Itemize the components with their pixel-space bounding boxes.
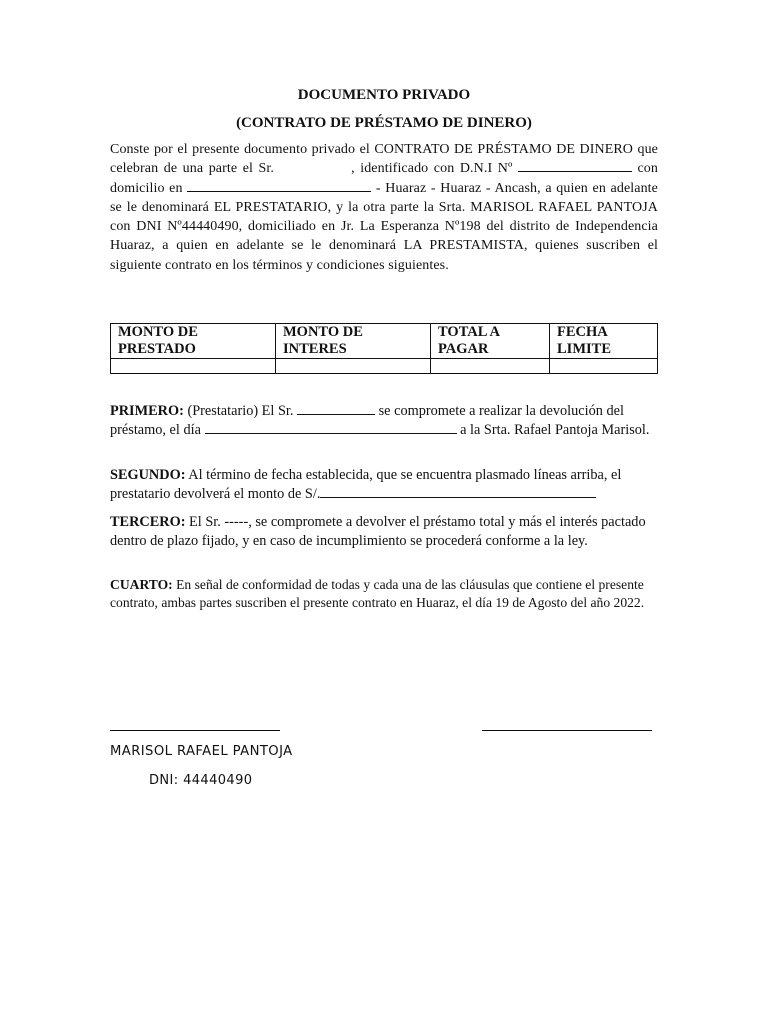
clause-tercero [110, 513, 658, 550]
table-cell [431, 359, 550, 374]
address-blank [187, 179, 371, 192]
signature-line-borrower [482, 730, 652, 731]
dni-blank [518, 159, 632, 172]
amount-blank [320, 485, 596, 498]
table-header-cell: FECHA LIMITE [550, 324, 658, 359]
clause-text: (Prestatario) El Sr. [187, 403, 294, 419]
clause-text: En señal de conformidad de todas y cada una de las cláusulas que contiene el presente contrato, ambas partes suscriben el presente contrato en Huaraz, el día 19 de Agosto del año 2022. [110, 577, 645, 610]
clause-label: CUARTO: [110, 577, 173, 592]
intro-text-1: Conste por el presente documento privado el CONTRATO DE PRÉSTAMO DE DINERO que celebran de una parte el Sr. [110, 142, 658, 177]
intro-text-4: - Huaraz - Huaraz - Ancash, a quien en adelante se le denominará EL PRESTATARIO, y la otra parte la Srta. MARISOL RAFAEL PANTOJA con DNI Nº44440490, domiciliado en Jr. La Esperanza Nº198 del distrito de Independencia Huaraz, a quien en adelante se le denominará LA PRESTAMISTA, quienes suscriben el siguiente contrato en los términos y condiciones siguientes. [110, 180, 658, 273]
intro-text-3: con domicilio en [110, 161, 658, 196]
clause-cuarto [110, 576, 658, 612]
clause-label: PRIMERO: [110, 403, 184, 419]
clause-label: SEGUNDO: [110, 467, 186, 483]
clause-label: TERCERO: [110, 514, 186, 530]
clause-text: a la Srta. Rafael Pantoja Marisol. [460, 421, 650, 438]
intro-paragraph [110, 140, 658, 275]
clause-text: El Sr. -----, se compromete a devolver el préstamo total y más el interés pactado dentro de plazo fijado, y en caso de incumplimiento se procederá conforme a la ley. [110, 514, 646, 549]
document-subtitle: (CONTRATO DE PRÉSTAMO DE DINERO) [236, 115, 532, 131]
table-cell [276, 359, 431, 374]
intro-text-2: , identificado con D.N.I Nº [351, 161, 513, 177]
table-cell [550, 359, 658, 374]
date-blank [205, 421, 457, 434]
clause-segundo [110, 466, 658, 503]
document-title: DOCUMENTO PRIVADO [297, 87, 471, 103]
table-header-cell: TOTAL A PAGAR [431, 324, 550, 359]
borrower-blank [297, 402, 375, 415]
loan-table [110, 323, 658, 374]
table-header-cell: MONTO DE PRESTADO [111, 324, 276, 359]
clause-primero [110, 402, 658, 439]
clause-text: Al término de fecha establecida, que se encuentra plasmado líneas arriba, el prestatario devolverá el monto de S/. [110, 467, 622, 502]
lender-name: MARISOL RAFAEL PANTOJA [110, 744, 293, 759]
table-row [111, 359, 658, 374]
table-cell [111, 359, 276, 374]
table-header-cell: MONTO DE INTERES [276, 324, 431, 359]
signature-line-lender [110, 730, 280, 731]
clause-text: se compromete a realizar la devolución del préstamo, el día [110, 403, 624, 438]
table-header-row [111, 324, 658, 359]
lender-dni: DNI: 44440490 [149, 773, 253, 788]
